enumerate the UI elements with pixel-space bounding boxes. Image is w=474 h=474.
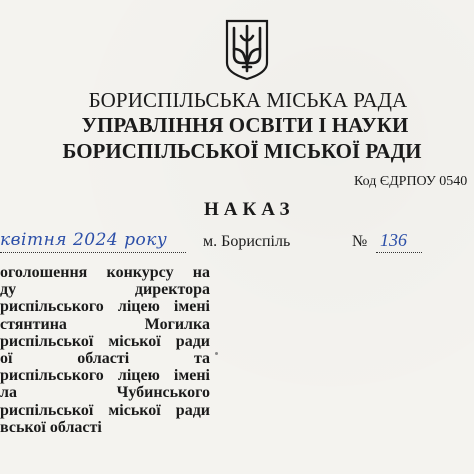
order-subject xyxy=(0,264,210,436)
subject-line: риспільського ліцею імені xyxy=(0,367,210,385)
subject-line: ду директора xyxy=(0,281,210,299)
subject-line: ла Чубинського xyxy=(0,384,210,402)
subject-line: оголошення конкурсу на xyxy=(0,264,210,281)
subject-line: ої області та xyxy=(0,349,210,367)
handwritten-date: квітня 2024 року xyxy=(0,230,168,250)
edrpou-code: Код ЄДРПОУ 0540 xyxy=(354,174,468,189)
subject-line: стянтина Могилка xyxy=(0,315,210,333)
document-title: НАКАЗ xyxy=(204,199,295,220)
department-heading: УПРАВЛІННЯ ОСВІТИ І НАУКИ xyxy=(81,113,409,137)
date-underline xyxy=(0,252,186,253)
handwritten-number: 136 xyxy=(380,230,407,250)
city-council-heading: БОРИСПІЛЬСЬКА МІСЬКА РАДА xyxy=(88,88,408,112)
subject-line: вської області xyxy=(0,418,102,436)
order-city: м. Бориспіль xyxy=(203,233,291,250)
number-label: № xyxy=(352,233,368,250)
number-underline xyxy=(376,252,422,253)
council-of-heading: БОРИСПІЛЬСЬКОЇ МІСЬКОЇ РАДИ xyxy=(62,139,422,163)
trident-icon xyxy=(224,19,270,81)
subject-line: риспільської міської ради xyxy=(0,401,210,419)
paper-speck xyxy=(215,352,218,355)
subject-line: риспільського ліцею імені xyxy=(0,298,210,316)
subject-line: риспільської міської ради xyxy=(0,332,210,350)
